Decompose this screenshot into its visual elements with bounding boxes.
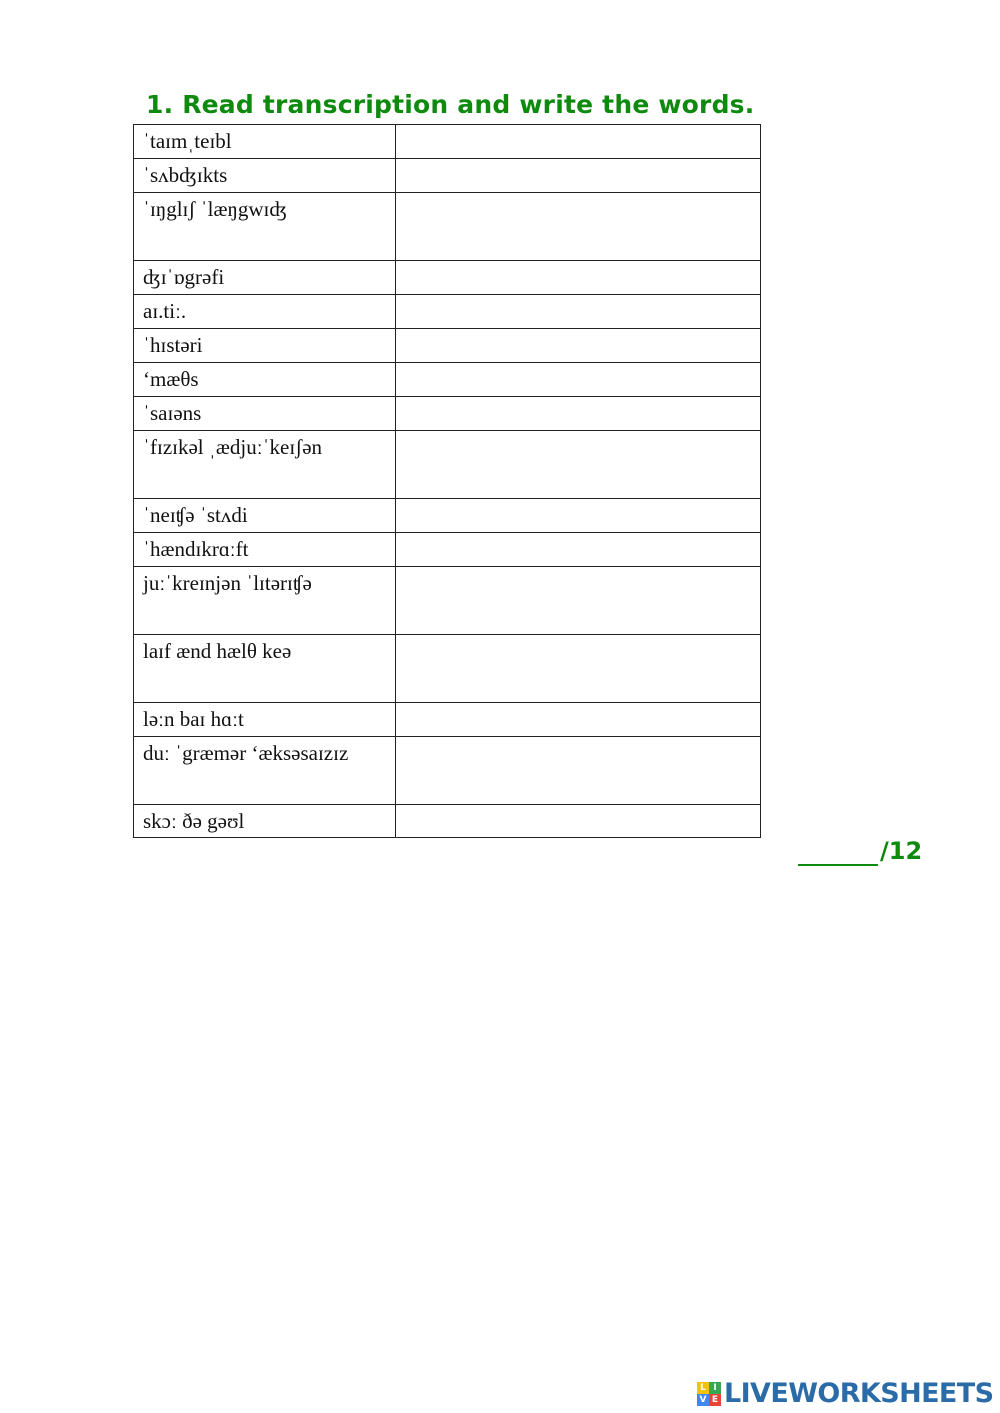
answer-cell	[396, 635, 761, 703]
logo-mark-letter: I	[709, 1382, 721, 1394]
transcription-cell: ˈtaɪmˌteɪbl	[134, 125, 396, 159]
table-row	[134, 499, 761, 533]
answer-cell	[396, 703, 761, 737]
transcription-cell: ˈsʌbʤɪkts	[134, 159, 396, 193]
transcription-cell: laɪf ænd hælθ keə	[134, 635, 396, 703]
answer-input[interactable]	[405, 808, 760, 837]
answer-cell	[396, 363, 761, 397]
transcription-cell: ˈfɪzɪkəl ˌædjuːˈkeɪʃən	[134, 431, 396, 499]
answer-input[interactable]	[405, 264, 760, 294]
answer-cell	[396, 159, 761, 193]
table-row	[134, 193, 761, 261]
logo-mark-letter: L	[697, 1382, 709, 1394]
exercise-title: 1. Read transcription and write the words.	[146, 90, 755, 119]
table-row	[134, 363, 761, 397]
logo-mark-letter: V	[697, 1394, 709, 1406]
liveworksheets-logo	[697, 1378, 993, 1410]
answer-cell	[396, 533, 761, 567]
answer-input[interactable]	[405, 128, 760, 158]
table-row	[134, 397, 761, 431]
transcription-cell: aɪ.tiː.	[134, 295, 396, 329]
answer-input[interactable]	[405, 434, 760, 498]
answer-cell	[396, 737, 761, 805]
answer-input[interactable]	[405, 570, 760, 634]
table-row	[134, 159, 761, 193]
answer-cell	[396, 499, 761, 533]
table-row	[134, 805, 761, 838]
transcription-cell: duː ˈgræmər ‘æksəsaɪzɪz	[134, 737, 396, 805]
answer-cell	[396, 567, 761, 635]
table-row	[134, 295, 761, 329]
answer-input[interactable]	[405, 400, 760, 430]
transcription-cell: ʤɪˈɒgrəfi	[134, 261, 396, 295]
answer-cell	[396, 431, 761, 499]
answer-input[interactable]	[405, 332, 760, 362]
answer-input[interactable]	[405, 536, 760, 566]
answer-cell	[396, 261, 761, 295]
answer-input[interactable]	[405, 740, 760, 804]
table-row	[134, 431, 761, 499]
answer-input[interactable]	[405, 638, 760, 702]
transcription-cell: juːˈkreɪnjən ˈlɪtərɪʧə	[134, 567, 396, 635]
table-row	[134, 567, 761, 635]
table-row	[134, 125, 761, 159]
answer-cell	[396, 805, 761, 838]
answer-input[interactable]	[405, 706, 760, 736]
logo-mark-letter: E	[709, 1394, 721, 1406]
table-row	[134, 261, 761, 295]
answer-cell	[396, 397, 761, 431]
table-row	[134, 635, 761, 703]
table-row	[134, 329, 761, 363]
answer-input[interactable]	[405, 502, 760, 532]
transcription-cell: ˈhɪstəri	[134, 329, 396, 363]
answer-cell	[396, 193, 761, 261]
score-area	[798, 836, 922, 866]
answer-input[interactable]	[405, 162, 760, 192]
transcription-table	[133, 124, 761, 838]
logo-text: LIVEWORKSHEETS	[724, 1378, 994, 1409]
answer-cell	[396, 295, 761, 329]
transcription-cell: ləːn baɪ hɑːt	[134, 703, 396, 737]
answer-cell	[396, 125, 761, 159]
answer-input[interactable]	[405, 366, 760, 396]
table-row	[134, 737, 761, 805]
transcription-cell: ‘mæθs	[134, 363, 396, 397]
answer-input[interactable]	[405, 298, 760, 328]
answer-cell	[396, 329, 761, 363]
transcription-cell: ˈhændɪkrɑːft	[134, 533, 396, 567]
answer-input[interactable]	[405, 196, 760, 260]
table-row	[134, 533, 761, 567]
logo-mark-icon	[697, 1382, 721, 1406]
transcription-cell: ˈneɪʧə ˈstʌdi	[134, 499, 396, 533]
transcription-cell: ˈsaɪəns	[134, 397, 396, 431]
transcription-cell: ˈɪŋglɪʃ ˈlæŋgwɪʤ	[134, 193, 396, 261]
score-blank-line[interactable]	[798, 836, 878, 866]
transcription-cell: skɔː ðə gəʊl	[134, 805, 396, 838]
score-total: /12	[880, 837, 923, 865]
table-row	[134, 703, 761, 737]
